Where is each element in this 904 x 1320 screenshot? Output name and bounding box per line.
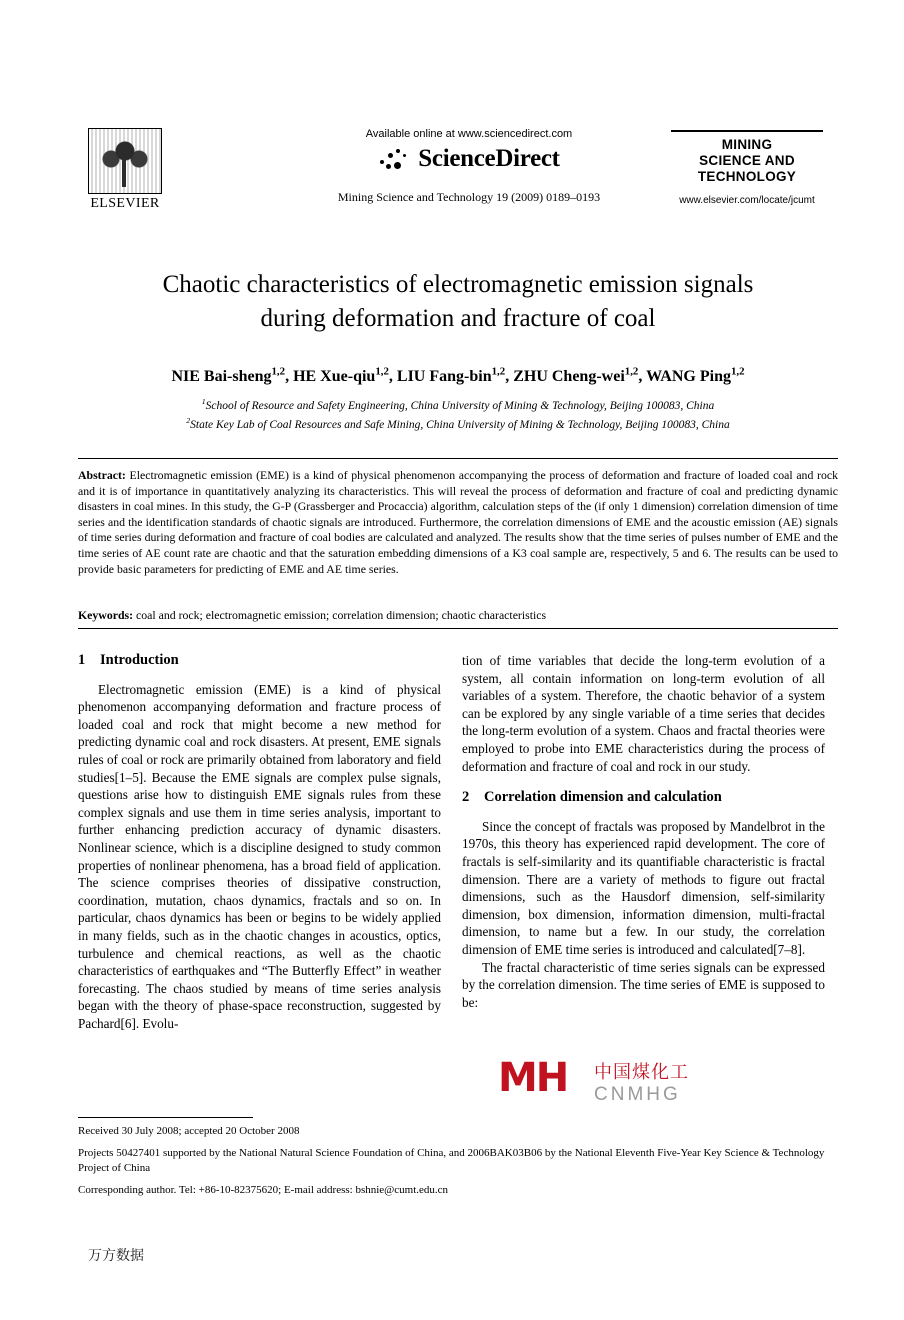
sciencedirect-logo	[284, 142, 654, 176]
keywords-label: Keywords:	[78, 608, 134, 622]
body-column-right	[462, 652, 825, 1011]
abstract-text: Electromagnetic emission (EME) is a kind of physical phenomenon accompanying the process of deformation and fracture of loaded coal and rock and it is of importance in quantitatively analyzing its characteristics. This will reveal the process of deformation and fracture of coal and predicting dynamic disasters in coal mines. In this study, the G-P (Grassberger and Procaccia) algorithm, calculation steps of the (if only 1 dimension) correlation dimension of time series and the identification standards of chaotic signals are introduced. Furthermore, the correlation dimensions of EME and the acoustic emission (AE) signals of time series during deformation and fracture of coal bodies are calculated and analyzed. The results show that the time series of pulses number of EME and the time series of AE count rate are chaotic and that the saturation embedding dimensions of a K3 coal sample are, respectively, 5 and 6. The results can be used to provide basic parameters for predicting of EME and AE time series.	[78, 468, 838, 576]
watermark-english-text: CNMHG	[594, 1084, 681, 1105]
paragraph-intro-1-continued: tion of time variables that decide the long-term evolution of a system, all contain information on long-term evolution of all variables of a system. Therefore, the chaotic behavior of a system can be explored by any single variable of a time series that decides the long-term evolution of a system. Chaos and fractal theories were employed to probe into EME characteristics during the process of deformation and fracture of coal and rock in our study.	[462, 653, 825, 774]
section-2-title: Correlation dimension and calculation	[484, 789, 722, 806]
title-line-1: Chaotic characteristics of electromagnetic emission signals	[162, 271, 754, 298]
journal-citation-line: Mining Science and Technology 19 (2009) 0189–0193	[337, 190, 601, 204]
footnote-received: Received 30 July 2008; accepted 20 October 2008	[78, 1125, 300, 1137]
section-1-title: Introduction	[100, 652, 179, 668]
affiliations	[78, 397, 838, 435]
abstract-rule-bottom	[78, 628, 838, 629]
elsevier-label: ELSEVIER	[90, 196, 160, 211]
section-heading-2	[462, 789, 825, 807]
journal-title-line-2: SCIENCE AND	[699, 153, 795, 168]
abstract-rule-top	[78, 458, 838, 459]
section-1-number: 1	[78, 652, 86, 668]
paragraph-correlation-1: Since the concept of fractals was proposed by Mandelbrot in the 1970s, this theory has experienced rapid development. The core of fractals is self-similarity and its quantifiable characteristic is fractal dimension. There are a variety of methods to figure out fractal dimensions, such as the Hausdorf dimension, self-similarity dimension, box dimension, information dimension, multi-fractal dimension, to name but a few. In our study, the correlation dimension of EME time series is introduced and calculated[7–8].	[462, 818, 825, 957]
keywords-text: coal and rock; electromagnetic emission; correlation dimension; chaotic characteristics	[133, 608, 547, 622]
keywords	[78, 608, 838, 624]
sciencedirect-block	[284, 128, 654, 205]
elsevier-tree-icon	[88, 128, 162, 194]
journal-title-line-1: MINING	[721, 137, 773, 152]
paragraph-intro-1: Electromagnetic emission (EME) is a kind of physical phenomenon accompanying deformation and fracture process of loaded coal and rock that might become a new method for predicting dynamic coal and rock disasters. At present, EME signals rules of coal or rock are primarily obtained from laboratory and field studies[1–5]. Because the EME signals are complex pulse signals, questions arise how to distinguish EME signals rules from these complex signals and use them in time series analysis, important to further enhancing prediction accuracy of dynamic disasters. Nonlinear science, which is a discipline designed to study common properties of nonlinear phenomena, has a broad field of application. The science comprises theories of dissipative construction, coordination, mutation, chaos dynamics, fractals and so on. In particular, chaos dynamics has been or begins to be widely applied in many fields, such as in the chaotic changes in acoustics, optics, turbulence and chemical reactions, as well as the chaotic characteristics of earthquakes and “The Butterfly Effect” in weather forecasting. The chaos studied by means of time series analysis began with the theory of phase-space reconstruction, suggested by Pachard[6]. Evolu-	[78, 681, 441, 1031]
footnote-projects: Projects 50427401 supported by the National Natural Science Foundation of China, and 2006BAK03B06 by the National Eleventh Five-Year Key Science & Technology Project of China	[78, 1147, 825, 1174]
watermark-mark: MH	[498, 1055, 568, 1101]
wanfang-data-label: 万方数据	[88, 1248, 144, 1264]
section-heading-1	[78, 652, 441, 670]
elsevier-logo	[78, 128, 172, 212]
body-column-left	[78, 652, 441, 1032]
journal-title-rule-top	[671, 130, 823, 132]
footnote-corresponding-author: Corresponding author. Tel: +86-10-82375620; E-mail address: bshnie@cumt.edu.cn	[78, 1184, 449, 1196]
title-line-2: during deformation and fracture of coal	[260, 305, 656, 332]
journal-url[interactable]: www.elsevier.com/locate/jcumt	[679, 195, 815, 206]
abstract-label: Abstract:	[78, 468, 126, 482]
footnote-rule	[78, 1117, 253, 1118]
affiliation-1: $^1$School of Resource and Safety Engineering, China University of Mining & Technology, Beijing 100083, China	[201, 397, 715, 412]
section-2-number: 2	[462, 789, 470, 806]
cnmhg-watermark	[498, 1055, 758, 1116]
paragraph-correlation-2: The fractal characteristic of time series signals can be expressed by the correlation dimension. The time series of EME is supposed to be:	[462, 959, 825, 1010]
page-title	[78, 268, 838, 336]
journal-header	[78, 128, 838, 238]
sciencedirect-dots-icon	[378, 146, 412, 172]
abstract	[78, 468, 838, 577]
journal-title-line-3: TECHNOLOGY	[697, 169, 797, 184]
footnotes	[78, 1124, 838, 1205]
author-list: NIE Bai-sheng$^{1,2}$, HE Xue-qiu$^{1,2}$, LIU Fang-bin$^{1,2}$, ZHU Cheng-wei$^{1,2}$, WANG Ping$^{1,2}$	[171, 365, 745, 385]
sciencedirect-label: ScienceDirect	[418, 145, 560, 172]
journal-title-block	[656, 128, 838, 206]
available-online-text: Available online at www.sciencedirect.com	[365, 128, 573, 140]
watermark-chinese-text: 中国煤化工	[594, 1062, 689, 1083]
affiliation-2: $^2$State Key Lab of Coal Resources and Safe Mining, China University of Mining & Technology, Beijing 100083, China	[186, 416, 730, 431]
